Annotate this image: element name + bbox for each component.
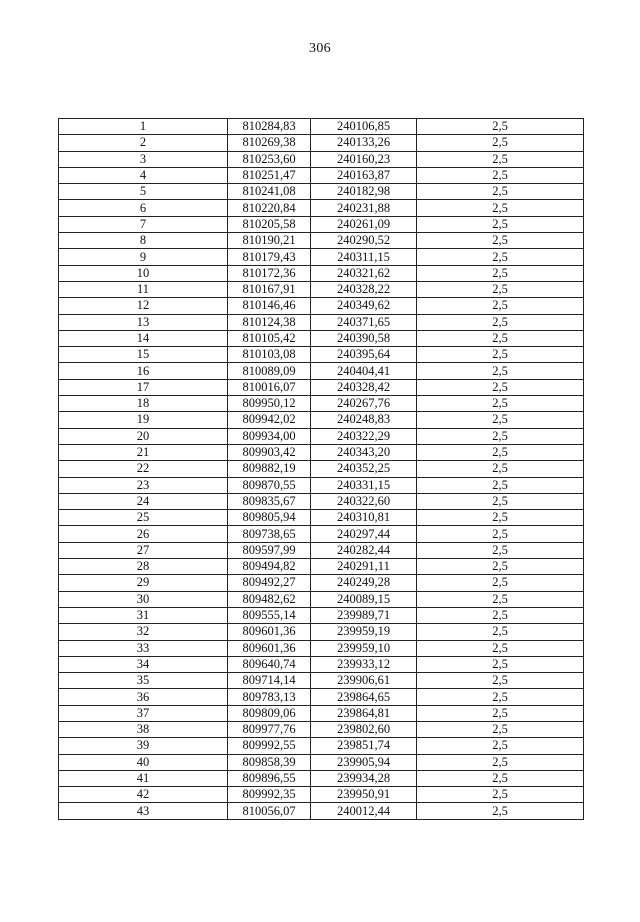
x-coordinate-cell: 809809,06 bbox=[228, 705, 311, 721]
point-number-cell: 28 bbox=[59, 559, 228, 575]
table-row bbox=[59, 803, 584, 819]
value-cell: 2,5 bbox=[417, 770, 584, 786]
y-coordinate-cell: 239989,71 bbox=[311, 607, 417, 623]
table-row bbox=[59, 591, 584, 607]
point-number-cell: 34 bbox=[59, 656, 228, 672]
x-coordinate-cell: 809597,99 bbox=[228, 542, 311, 558]
y-coordinate-cell: 240404,41 bbox=[311, 363, 417, 379]
x-coordinate-cell: 810179,43 bbox=[228, 249, 311, 265]
x-coordinate-cell: 809870,55 bbox=[228, 477, 311, 493]
y-coordinate-cell: 239906,61 bbox=[311, 673, 417, 689]
x-coordinate-cell: 810124,38 bbox=[228, 314, 311, 330]
x-coordinate-cell: 809714,14 bbox=[228, 673, 311, 689]
x-coordinate-cell: 810172,36 bbox=[228, 265, 311, 281]
value-cell: 2,5 bbox=[417, 738, 584, 754]
x-coordinate-cell: 809494,82 bbox=[228, 559, 311, 575]
x-coordinate-cell: 810105,42 bbox=[228, 330, 311, 346]
value-cell: 2,5 bbox=[417, 624, 584, 640]
table-row bbox=[59, 379, 584, 395]
y-coordinate-cell: 240182,98 bbox=[311, 184, 417, 200]
point-number-cell: 10 bbox=[59, 265, 228, 281]
x-coordinate-cell: 809858,39 bbox=[228, 754, 311, 770]
y-coordinate-cell: 240321,62 bbox=[311, 265, 417, 281]
table-row bbox=[59, 575, 584, 591]
value-cell: 2,5 bbox=[417, 787, 584, 803]
value-cell: 2,5 bbox=[417, 167, 584, 183]
y-coordinate-cell: 239864,81 bbox=[311, 705, 417, 721]
value-cell: 2,5 bbox=[417, 330, 584, 346]
y-coordinate-cell: 240291,11 bbox=[311, 559, 417, 575]
table-row bbox=[59, 119, 584, 135]
table-row bbox=[59, 363, 584, 379]
y-coordinate-cell: 240297,44 bbox=[311, 526, 417, 542]
table-row bbox=[59, 526, 584, 542]
point-number-cell: 42 bbox=[59, 787, 228, 803]
point-number-cell: 7 bbox=[59, 216, 228, 232]
y-coordinate-cell: 240390,58 bbox=[311, 330, 417, 346]
y-coordinate-cell: 240160,23 bbox=[311, 151, 417, 167]
value-cell: 2,5 bbox=[417, 314, 584, 330]
value-cell: 2,5 bbox=[417, 705, 584, 721]
table-row bbox=[59, 705, 584, 721]
x-coordinate-cell: 809555,14 bbox=[228, 607, 311, 623]
point-number-cell: 39 bbox=[59, 738, 228, 754]
x-coordinate-cell: 809601,36 bbox=[228, 624, 311, 640]
y-coordinate-cell: 239959,19 bbox=[311, 624, 417, 640]
table-row bbox=[59, 314, 584, 330]
table-row bbox=[59, 200, 584, 216]
table-row bbox=[59, 135, 584, 151]
value-cell: 2,5 bbox=[417, 591, 584, 607]
y-coordinate-cell: 240328,42 bbox=[311, 379, 417, 395]
y-coordinate-cell: 239802,60 bbox=[311, 721, 417, 737]
y-coordinate-cell: 240248,83 bbox=[311, 412, 417, 428]
point-number-cell: 25 bbox=[59, 510, 228, 526]
table-row bbox=[59, 265, 584, 281]
value-cell: 2,5 bbox=[417, 135, 584, 151]
point-number-cell: 37 bbox=[59, 705, 228, 721]
y-coordinate-cell: 240322,29 bbox=[311, 428, 417, 444]
y-coordinate-cell: 240290,52 bbox=[311, 233, 417, 249]
point-number-cell: 13 bbox=[59, 314, 228, 330]
value-cell: 2,5 bbox=[417, 754, 584, 770]
y-coordinate-cell: 239959,10 bbox=[311, 640, 417, 656]
x-coordinate-cell: 809992,55 bbox=[228, 738, 311, 754]
y-coordinate-cell: 240343,20 bbox=[311, 444, 417, 460]
value-cell: 2,5 bbox=[417, 689, 584, 705]
point-number-cell: 32 bbox=[59, 624, 228, 640]
value-cell: 2,5 bbox=[417, 510, 584, 526]
value-cell: 2,5 bbox=[417, 363, 584, 379]
x-coordinate-cell: 809783,13 bbox=[228, 689, 311, 705]
x-coordinate-cell: 810089,09 bbox=[228, 363, 311, 379]
y-coordinate-cell: 240089,15 bbox=[311, 591, 417, 607]
table-row bbox=[59, 607, 584, 623]
point-number-cell: 17 bbox=[59, 379, 228, 395]
table-row bbox=[59, 444, 584, 460]
value-cell: 2,5 bbox=[417, 298, 584, 314]
point-number-cell: 14 bbox=[59, 330, 228, 346]
y-coordinate-cell: 240371,65 bbox=[311, 314, 417, 330]
table-row bbox=[59, 184, 584, 200]
coordinates-table-body bbox=[59, 119, 584, 820]
x-coordinate-cell: 809934,00 bbox=[228, 428, 311, 444]
point-number-cell: 27 bbox=[59, 542, 228, 558]
x-coordinate-cell: 809992,35 bbox=[228, 787, 311, 803]
table-row bbox=[59, 233, 584, 249]
point-number-cell: 26 bbox=[59, 526, 228, 542]
value-cell: 2,5 bbox=[417, 412, 584, 428]
x-coordinate-cell: 809492,27 bbox=[228, 575, 311, 591]
x-coordinate-cell: 810241,08 bbox=[228, 184, 311, 200]
coordinates-table bbox=[58, 118, 584, 820]
x-coordinate-cell: 810167,91 bbox=[228, 281, 311, 297]
value-cell: 2,5 bbox=[417, 200, 584, 216]
table-row bbox=[59, 738, 584, 754]
point-number-cell: 3 bbox=[59, 151, 228, 167]
y-coordinate-cell: 240395,64 bbox=[311, 347, 417, 363]
point-number-cell: 22 bbox=[59, 461, 228, 477]
y-coordinate-cell: 240249,28 bbox=[311, 575, 417, 591]
point-number-cell: 18 bbox=[59, 396, 228, 412]
table-row bbox=[59, 787, 584, 803]
table-row bbox=[59, 689, 584, 705]
y-coordinate-cell: 240322,60 bbox=[311, 493, 417, 509]
value-cell: 2,5 bbox=[417, 607, 584, 623]
table-row bbox=[59, 298, 584, 314]
x-coordinate-cell: 810253,60 bbox=[228, 151, 311, 167]
table-row bbox=[59, 510, 584, 526]
y-coordinate-cell: 240231,88 bbox=[311, 200, 417, 216]
table-row bbox=[59, 330, 584, 346]
point-number-cell: 38 bbox=[59, 721, 228, 737]
point-number-cell: 35 bbox=[59, 673, 228, 689]
x-coordinate-cell: 809977,76 bbox=[228, 721, 311, 737]
value-cell: 2,5 bbox=[417, 347, 584, 363]
value-cell: 2,5 bbox=[417, 216, 584, 232]
x-coordinate-cell: 810251,47 bbox=[228, 167, 311, 183]
value-cell: 2,5 bbox=[417, 428, 584, 444]
table-row bbox=[59, 640, 584, 656]
table-row bbox=[59, 396, 584, 412]
point-number-cell: 12 bbox=[59, 298, 228, 314]
y-coordinate-cell: 240106,85 bbox=[311, 119, 417, 135]
value-cell: 2,5 bbox=[417, 281, 584, 297]
value-cell: 2,5 bbox=[417, 119, 584, 135]
value-cell: 2,5 bbox=[417, 233, 584, 249]
x-coordinate-cell: 810056,07 bbox=[228, 803, 311, 819]
point-number-cell: 16 bbox=[59, 363, 228, 379]
x-coordinate-cell: 810016,07 bbox=[228, 379, 311, 395]
point-number-cell: 15 bbox=[59, 347, 228, 363]
value-cell: 2,5 bbox=[417, 249, 584, 265]
table-row bbox=[59, 428, 584, 444]
x-coordinate-cell: 810220,84 bbox=[228, 200, 311, 216]
table-row bbox=[59, 216, 584, 232]
y-coordinate-cell: 239950,91 bbox=[311, 787, 417, 803]
y-coordinate-cell: 240012,44 bbox=[311, 803, 417, 819]
value-cell: 2,5 bbox=[417, 444, 584, 460]
point-number-cell: 4 bbox=[59, 167, 228, 183]
value-cell: 2,5 bbox=[417, 461, 584, 477]
x-coordinate-cell: 810190,21 bbox=[228, 233, 311, 249]
x-coordinate-cell: 809903,42 bbox=[228, 444, 311, 460]
x-coordinate-cell: 809805,94 bbox=[228, 510, 311, 526]
x-coordinate-cell: 810103,08 bbox=[228, 347, 311, 363]
x-coordinate-cell: 810284,83 bbox=[228, 119, 311, 135]
value-cell: 2,5 bbox=[417, 151, 584, 167]
value-cell: 2,5 bbox=[417, 265, 584, 281]
x-coordinate-cell: 809835,67 bbox=[228, 493, 311, 509]
y-coordinate-cell: 240328,22 bbox=[311, 281, 417, 297]
point-number-cell: 6 bbox=[59, 200, 228, 216]
table-row bbox=[59, 249, 584, 265]
y-coordinate-cell: 239933,12 bbox=[311, 656, 417, 672]
y-coordinate-cell: 239905,94 bbox=[311, 754, 417, 770]
table-row bbox=[59, 624, 584, 640]
y-coordinate-cell: 239864,65 bbox=[311, 689, 417, 705]
y-coordinate-cell: 240311,15 bbox=[311, 249, 417, 265]
table-row bbox=[59, 461, 584, 477]
table-row bbox=[59, 151, 584, 167]
table-row bbox=[59, 347, 584, 363]
value-cell: 2,5 bbox=[417, 184, 584, 200]
y-coordinate-cell: 240261,09 bbox=[311, 216, 417, 232]
value-cell: 2,5 bbox=[417, 526, 584, 542]
table-row bbox=[59, 721, 584, 737]
y-coordinate-cell: 239851,74 bbox=[311, 738, 417, 754]
table-row bbox=[59, 477, 584, 493]
value-cell: 2,5 bbox=[417, 575, 584, 591]
point-number-cell: 24 bbox=[59, 493, 228, 509]
x-coordinate-cell: 810269,38 bbox=[228, 135, 311, 151]
table-row bbox=[59, 559, 584, 575]
x-coordinate-cell: 810146,46 bbox=[228, 298, 311, 314]
value-cell: 2,5 bbox=[417, 803, 584, 819]
point-number-cell: 8 bbox=[59, 233, 228, 249]
point-number-cell: 20 bbox=[59, 428, 228, 444]
value-cell: 2,5 bbox=[417, 542, 584, 558]
y-coordinate-cell: 239934,28 bbox=[311, 770, 417, 786]
x-coordinate-cell: 809950,12 bbox=[228, 396, 311, 412]
value-cell: 2,5 bbox=[417, 559, 584, 575]
x-coordinate-cell: 810205,58 bbox=[228, 216, 311, 232]
value-cell: 2,5 bbox=[417, 477, 584, 493]
point-number-cell: 36 bbox=[59, 689, 228, 705]
x-coordinate-cell: 809738,65 bbox=[228, 526, 311, 542]
x-coordinate-cell: 809601,36 bbox=[228, 640, 311, 656]
y-coordinate-cell: 240133,26 bbox=[311, 135, 417, 151]
value-cell: 2,5 bbox=[417, 721, 584, 737]
y-coordinate-cell: 240282,44 bbox=[311, 542, 417, 558]
point-number-cell: 31 bbox=[59, 607, 228, 623]
y-coordinate-cell: 240349,62 bbox=[311, 298, 417, 314]
table-row bbox=[59, 673, 584, 689]
y-coordinate-cell: 240352,25 bbox=[311, 461, 417, 477]
table-row bbox=[59, 542, 584, 558]
point-number-cell: 9 bbox=[59, 249, 228, 265]
table-row bbox=[59, 281, 584, 297]
table-row bbox=[59, 656, 584, 672]
y-coordinate-cell: 240310,81 bbox=[311, 510, 417, 526]
point-number-cell: 11 bbox=[59, 281, 228, 297]
value-cell: 2,5 bbox=[417, 640, 584, 656]
point-number-cell: 43 bbox=[59, 803, 228, 819]
value-cell: 2,5 bbox=[417, 673, 584, 689]
x-coordinate-cell: 809942,02 bbox=[228, 412, 311, 428]
x-coordinate-cell: 809896,55 bbox=[228, 770, 311, 786]
x-coordinate-cell: 809882,19 bbox=[228, 461, 311, 477]
y-coordinate-cell: 240331,15 bbox=[311, 477, 417, 493]
point-number-cell: 21 bbox=[59, 444, 228, 460]
x-coordinate-cell: 809640,74 bbox=[228, 656, 311, 672]
table-row bbox=[59, 493, 584, 509]
y-coordinate-cell: 240267,76 bbox=[311, 396, 417, 412]
table-row bbox=[59, 754, 584, 770]
point-number-cell: 29 bbox=[59, 575, 228, 591]
value-cell: 2,5 bbox=[417, 379, 584, 395]
value-cell: 2,5 bbox=[417, 656, 584, 672]
x-coordinate-cell: 809482,62 bbox=[228, 591, 311, 607]
value-cell: 2,5 bbox=[417, 493, 584, 509]
y-coordinate-cell: 240163,87 bbox=[311, 167, 417, 183]
point-number-cell: 40 bbox=[59, 754, 228, 770]
table-row bbox=[59, 770, 584, 786]
page-number: 306 bbox=[309, 41, 331, 56]
value-cell: 2,5 bbox=[417, 396, 584, 412]
point-number-cell: 33 bbox=[59, 640, 228, 656]
table-row bbox=[59, 167, 584, 183]
table-row bbox=[59, 412, 584, 428]
point-number-cell: 2 bbox=[59, 135, 228, 151]
point-number-cell: 19 bbox=[59, 412, 228, 428]
point-number-cell: 23 bbox=[59, 477, 228, 493]
point-number-cell: 1 bbox=[59, 119, 228, 135]
point-number-cell: 5 bbox=[59, 184, 228, 200]
point-number-cell: 41 bbox=[59, 770, 228, 786]
point-number-cell: 30 bbox=[59, 591, 228, 607]
